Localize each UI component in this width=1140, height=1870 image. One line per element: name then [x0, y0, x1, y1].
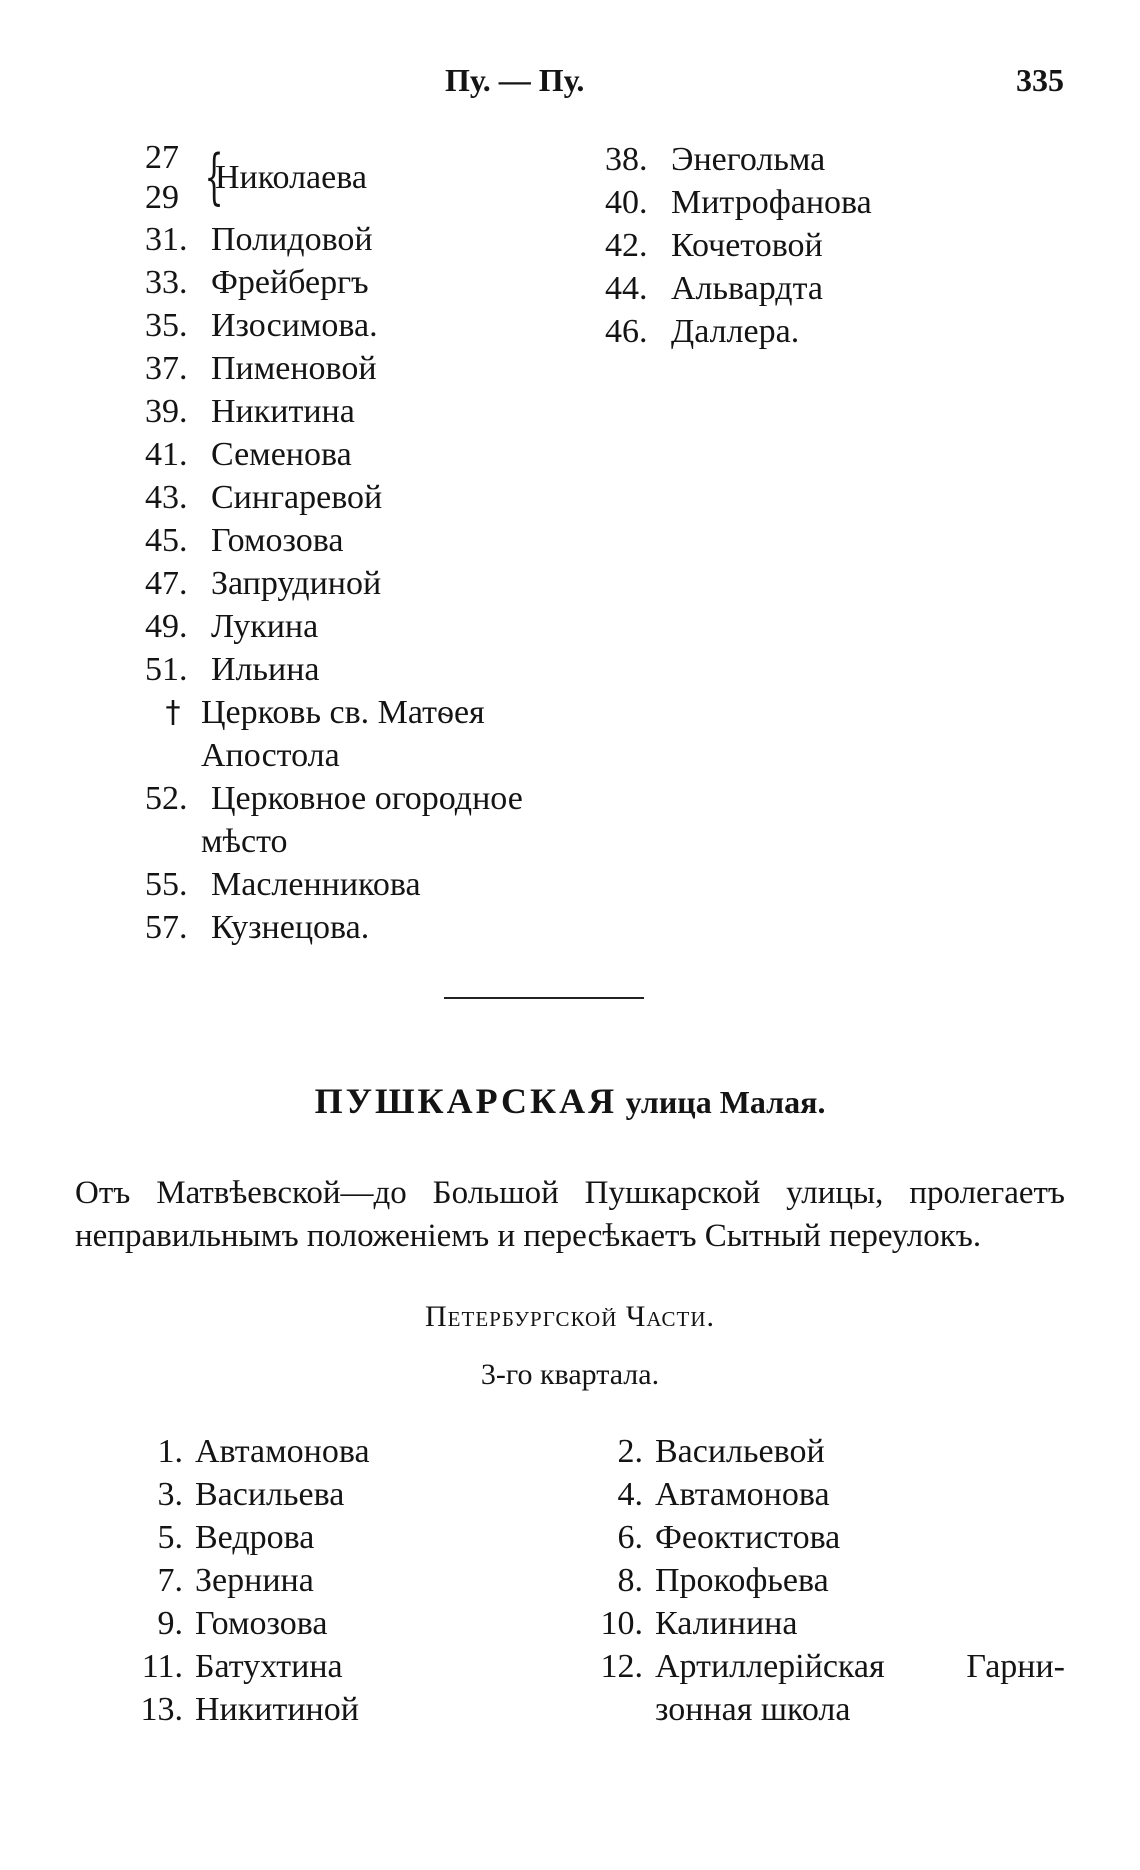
- entry-name: Церковь св. Матѳея: [201, 694, 485, 731]
- entry-number: 37.: [145, 350, 188, 387]
- list-item: [145, 476, 585, 519]
- list-item: [145, 605, 585, 648]
- entry-number: 7.: [157, 1562, 183, 1599]
- entry-number: 41.: [145, 436, 188, 473]
- entry-name: Лукина: [211, 608, 319, 645]
- list-item: [145, 906, 585, 949]
- list-item: [605, 267, 1025, 310]
- list-item: [145, 863, 585, 906]
- entry-number: 51.: [145, 651, 188, 688]
- list-item: [125, 1688, 585, 1731]
- list-item: [125, 1645, 585, 1688]
- entry-name: Прокофьева: [655, 1562, 829, 1599]
- entry-number: 39.: [145, 393, 188, 430]
- entry-name: Васильевой: [655, 1433, 825, 1470]
- curly-brace: {: [204, 142, 224, 212]
- entry-name: Полидовой: [211, 221, 373, 258]
- entry-number: 9.: [157, 1605, 183, 1642]
- entry-number: 55.: [145, 866, 188, 903]
- entry-name: Митрофанова: [671, 184, 872, 221]
- cross-icon: †: [165, 695, 181, 730]
- bottom-left-column: [125, 1430, 585, 1731]
- entry-continuation: [585, 1688, 1065, 1731]
- list-item: [585, 1516, 1065, 1559]
- entry-number: 5.: [157, 1519, 183, 1556]
- brace-entry: [145, 140, 585, 218]
- entry-name-continued: Апостола: [201, 737, 340, 774]
- entry-number: 6.: [617, 1519, 643, 1556]
- entry-name: Ведрова: [195, 1519, 315, 1556]
- list-item: [605, 224, 1025, 267]
- entry-number: 29: [145, 179, 179, 216]
- entry-name: Гомозова: [195, 1605, 328, 1642]
- entry-name: Церковное огородное: [211, 780, 523, 817]
- district-heading: Петербургской Части.: [425, 1300, 715, 1333]
- entry-name: Васильева: [195, 1476, 345, 1513]
- list-item: [125, 1516, 585, 1559]
- entry-name: Автамонова: [195, 1433, 370, 1470]
- bottom-right-column: [585, 1430, 1065, 1731]
- entry-name: Феоктистова: [655, 1519, 841, 1556]
- street-description: Отъ Матвѣевской—до Большой Пушкарской улицы, пролегаетъ неправильнымъ положеніемъ и пересѣкаетъ Сытный переулокъ.: [75, 1175, 1065, 1254]
- entry-number: 10.: [600, 1605, 643, 1642]
- entry-number: 33.: [145, 264, 188, 301]
- entry-number: 35.: [145, 307, 188, 344]
- entry-number: 2.: [617, 1433, 643, 1470]
- street-heading: [0, 1080, 1140, 1122]
- list-item: [145, 218, 585, 261]
- entry-number: 47.: [145, 565, 188, 602]
- list-item: [585, 1473, 1065, 1516]
- entry-number: 13.: [140, 1691, 183, 1728]
- top-left-column: [145, 140, 585, 949]
- entry-continuation: [145, 734, 585, 777]
- entry-name: Кузнецова.: [211, 909, 370, 946]
- entry-name: Сингаревой: [211, 479, 383, 516]
- entry-name: Запрудиной: [211, 565, 382, 602]
- list-item: [145, 347, 585, 390]
- entry-name-continued: мѣсто: [201, 823, 288, 860]
- street-name: ПУШКАРСКАЯ: [314, 1081, 618, 1121]
- entry-name: Зернина: [195, 1562, 314, 1599]
- running-title: Пу. — Пу.: [445, 62, 585, 98]
- entry-continuation: [145, 820, 585, 863]
- entry-name: Пименовой: [211, 350, 377, 387]
- entry-number: 8.: [617, 1562, 643, 1599]
- entry-name: Батухтина: [195, 1648, 343, 1685]
- list-item: [605, 138, 1025, 181]
- entry-number: 49.: [145, 608, 188, 645]
- entry-number: 1.: [157, 1433, 183, 1470]
- list-item: [145, 648, 585, 691]
- list-item: [145, 519, 585, 562]
- list-item: [145, 777, 585, 820]
- entry-name: Масленникова: [211, 866, 421, 903]
- top-right-column: [605, 138, 1025, 353]
- entry-name: Энегольма: [671, 141, 826, 178]
- entry-number: 44.: [605, 270, 648, 307]
- street-title-period: .: [817, 1084, 826, 1120]
- entry-number: 40.: [605, 184, 648, 221]
- entry-number: 27: [145, 139, 179, 176]
- list-item: [585, 1602, 1065, 1645]
- entry-name: Гомозова: [211, 522, 344, 559]
- entry-number: 31.: [145, 221, 188, 258]
- list-item: [145, 433, 585, 476]
- list-item: [125, 1559, 585, 1602]
- list-item: [585, 1559, 1065, 1602]
- section-divider: [444, 997, 644, 999]
- entry-number: 52.: [145, 780, 188, 817]
- entry-name: Никитиной: [195, 1691, 359, 1728]
- list-item: [125, 1602, 585, 1645]
- running-head: [0, 62, 1140, 112]
- entry-number: 4.: [617, 1476, 643, 1513]
- entry-name: Изосимова.: [211, 307, 378, 344]
- entry-name-continued: зонная школа: [655, 1691, 851, 1728]
- entry-name: Даллера.: [671, 313, 800, 350]
- entry-number: 45.: [145, 522, 188, 559]
- entry-name: Автамонова: [655, 1476, 830, 1513]
- entry-number: 11.: [141, 1648, 183, 1685]
- quarter-heading: 3-го квартала.: [480, 1358, 660, 1391]
- entry-name: Николаева: [215, 159, 367, 196]
- list-item: [145, 390, 585, 433]
- entry-number: 57.: [145, 909, 188, 946]
- list-item: [145, 261, 585, 304]
- list-item: [145, 562, 585, 605]
- entry-number: 42.: [605, 227, 648, 264]
- church-entry: [145, 691, 585, 734]
- list-item: [145, 304, 585, 347]
- entry-name: Семенова: [211, 436, 352, 473]
- entry-name: Калинина: [655, 1605, 798, 1642]
- street-type: улица Малая: [625, 1084, 818, 1120]
- entry-name: Артиллерійская Гарни-: [655, 1648, 1065, 1685]
- list-item: [605, 310, 1025, 353]
- list-item: [125, 1430, 585, 1473]
- entry-number: 38.: [605, 141, 648, 178]
- entry-name: Кочетовой: [671, 227, 823, 264]
- entry-number: 46.: [605, 313, 648, 350]
- list-item: [585, 1430, 1065, 1473]
- entry-number: 12.: [600, 1648, 643, 1685]
- entry-name: Фрейбергъ: [211, 264, 369, 301]
- list-item: [605, 181, 1025, 224]
- list-item: [125, 1473, 585, 1516]
- entry-number: 43.: [145, 479, 188, 516]
- page-number: 335: [1016, 62, 1064, 98]
- entry-name: Никитина: [211, 393, 355, 430]
- list-item: [585, 1645, 1065, 1688]
- entry-number: 3.: [157, 1476, 183, 1513]
- entry-name: Альвардта: [671, 270, 823, 307]
- entry-name: Ильина: [211, 651, 320, 688]
